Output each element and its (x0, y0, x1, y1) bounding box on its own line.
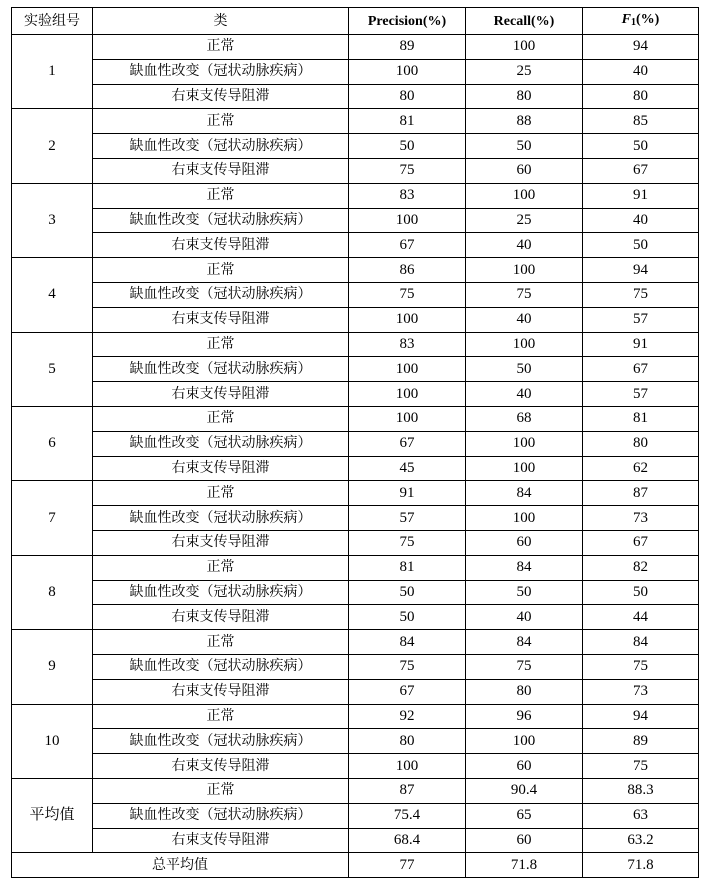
recall-cell: 96 (466, 704, 583, 729)
recall-cell: 100 (466, 729, 583, 754)
recall-cell: 84 (466, 630, 583, 655)
table-row (12, 307, 699, 332)
f1-cell: 50 (583, 580, 699, 605)
precision-cell: 100 (349, 307, 466, 332)
recall-cell: 100 (466, 506, 583, 531)
class-cell: 缺血性改变（冠状动脉疾病） (93, 729, 349, 754)
recall-cell: 100 (466, 332, 583, 357)
recall-cell: 84 (466, 555, 583, 580)
total-label: 总平均值 (12, 853, 349, 878)
table-row (12, 431, 699, 456)
f1-cell: 50 (583, 134, 699, 159)
header-recall: Recall(%) (466, 8, 583, 35)
table-row (12, 357, 699, 382)
recall-cell: 68 (466, 406, 583, 431)
table-row (12, 605, 699, 630)
f1-cell: 75 (583, 654, 699, 679)
table-row (12, 382, 699, 407)
recall-cell: 50 (466, 580, 583, 605)
header-row (12, 8, 699, 35)
total-f1: 71.8 (583, 853, 699, 878)
group-label: 平均值 (12, 778, 93, 852)
results-table (11, 7, 699, 878)
table-row (12, 332, 699, 357)
f1-cell: 75 (583, 282, 699, 307)
table-row (12, 580, 699, 605)
recall-cell: 100 (466, 183, 583, 208)
class-cell: 正常 (93, 183, 349, 208)
table-row (12, 828, 699, 853)
precision-cell: 100 (349, 208, 466, 233)
class-cell: 右束支传导阻滞 (93, 679, 349, 704)
table-row (12, 778, 699, 803)
precision-cell: 45 (349, 456, 466, 481)
class-cell: 缺血性改变（冠状动脉疾病） (93, 580, 349, 605)
recall-cell: 40 (466, 605, 583, 630)
precision-cell: 80 (349, 84, 466, 109)
class-cell: 缺血性改变（冠状动脉疾病） (93, 59, 349, 84)
recall-cell: 50 (466, 357, 583, 382)
precision-cell: 86 (349, 258, 466, 283)
precision-cell: 91 (349, 481, 466, 506)
class-cell: 右束支传导阻滞 (93, 605, 349, 630)
precision-cell: 87 (349, 778, 466, 803)
group-label: 10 (12, 704, 93, 778)
recall-cell: 40 (466, 307, 583, 332)
recall-cell: 80 (466, 679, 583, 704)
table-row (12, 109, 699, 134)
precision-cell: 92 (349, 704, 466, 729)
class-cell: 右束支传导阻滞 (93, 307, 349, 332)
class-cell: 正常 (93, 481, 349, 506)
class-cell: 正常 (93, 778, 349, 803)
group-label: 2 (12, 109, 93, 183)
table-row (12, 679, 699, 704)
recall-cell: 75 (466, 282, 583, 307)
recall-cell: 100 (466, 431, 583, 456)
recall-cell: 100 (466, 258, 583, 283)
f1-cell: 73 (583, 679, 699, 704)
recall-cell: 84 (466, 481, 583, 506)
f1-cell: 87 (583, 481, 699, 506)
precision-cell: 100 (349, 406, 466, 431)
class-cell: 右束支传导阻滞 (93, 158, 349, 183)
table-row (12, 754, 699, 779)
precision-cell: 67 (349, 431, 466, 456)
f1-cell: 63 (583, 803, 699, 828)
f1-cell: 80 (583, 84, 699, 109)
class-cell: 正常 (93, 109, 349, 134)
table-row (12, 35, 699, 60)
f1-cell: 63.2 (583, 828, 699, 853)
recall-cell: 75 (466, 654, 583, 679)
class-cell: 正常 (93, 555, 349, 580)
recall-cell: 80 (466, 84, 583, 109)
f1-cell: 44 (583, 605, 699, 630)
class-cell: 右束支传导阻滞 (93, 754, 349, 779)
f1-cell: 67 (583, 530, 699, 555)
table-row (12, 406, 699, 431)
class-cell: 缺血性改变（冠状动脉疾病） (93, 506, 349, 531)
precision-cell: 67 (349, 679, 466, 704)
f1-cell: 81 (583, 406, 699, 431)
table-row (12, 183, 699, 208)
recall-cell: 65 (466, 803, 583, 828)
table-row (12, 59, 699, 84)
f1-cell: 91 (583, 183, 699, 208)
precision-cell: 83 (349, 183, 466, 208)
class-cell: 缺血性改变（冠状动脉疾病） (93, 803, 349, 828)
f1-cell: 94 (583, 35, 699, 60)
table-row (12, 208, 699, 233)
class-cell: 缺血性改变（冠状动脉疾病） (93, 282, 349, 307)
precision-cell: 50 (349, 605, 466, 630)
recall-cell: 50 (466, 134, 583, 159)
recall-cell: 40 (466, 233, 583, 258)
class-cell: 右束支传导阻滞 (93, 382, 349, 407)
header-f1 (583, 8, 699, 35)
precision-cell: 81 (349, 555, 466, 580)
f1-cell: 80 (583, 431, 699, 456)
recall-cell: 25 (466, 59, 583, 84)
table-row (12, 654, 699, 679)
table-row (12, 158, 699, 183)
class-cell: 缺血性改变（冠状动脉疾病） (93, 654, 349, 679)
header-group: 实验组号 (12, 8, 93, 35)
precision-cell: 89 (349, 35, 466, 60)
header-class: 类 (93, 8, 349, 35)
precision-cell: 80 (349, 729, 466, 754)
class-cell: 正常 (93, 406, 349, 431)
total-row (12, 853, 699, 878)
table-row (12, 729, 699, 754)
recall-cell: 100 (466, 456, 583, 481)
class-cell: 右束支传导阻滞 (93, 530, 349, 555)
f1-cell: 89 (583, 729, 699, 754)
recall-cell: 25 (466, 208, 583, 233)
group-label: 8 (12, 555, 93, 629)
class-cell: 缺血性改变（冠状动脉疾病） (93, 208, 349, 233)
table-row (12, 456, 699, 481)
recall-cell: 60 (466, 754, 583, 779)
table-row (12, 134, 699, 159)
precision-cell: 81 (349, 109, 466, 134)
class-cell: 正常 (93, 332, 349, 357)
precision-cell: 57 (349, 506, 466, 531)
class-cell: 正常 (93, 35, 349, 60)
precision-cell: 84 (349, 630, 466, 655)
group-label: 4 (12, 258, 93, 332)
precision-cell: 75 (349, 654, 466, 679)
f1-cell: 67 (583, 357, 699, 382)
class-cell: 缺血性改变（冠状动脉疾病） (93, 357, 349, 382)
f1-cell: 62 (583, 456, 699, 481)
recall-cell: 88 (466, 109, 583, 134)
f1-cell: 84 (583, 630, 699, 655)
table-row (12, 84, 699, 109)
precision-cell: 100 (349, 754, 466, 779)
class-cell: 正常 (93, 258, 349, 283)
table-row (12, 704, 699, 729)
class-cell: 右束支传导阻滞 (93, 84, 349, 109)
f1-cell: 85 (583, 109, 699, 134)
precision-cell: 75.4 (349, 803, 466, 828)
recall-cell: 60 (466, 828, 583, 853)
table-row (12, 233, 699, 258)
header-precision: Precision(%) (349, 8, 466, 35)
table-row (12, 258, 699, 283)
class-cell: 右束支传导阻滞 (93, 828, 349, 853)
recall-cell: 60 (466, 158, 583, 183)
group-label: 1 (12, 35, 93, 109)
precision-cell: 50 (349, 580, 466, 605)
class-cell: 正常 (93, 704, 349, 729)
group-label: 9 (12, 630, 93, 704)
class-cell: 缺血性改变（冠状动脉疾病） (93, 134, 349, 159)
f1-cell: 91 (583, 332, 699, 357)
precision-cell: 100 (349, 382, 466, 407)
precision-cell: 100 (349, 59, 466, 84)
table-row (12, 481, 699, 506)
table-row (12, 506, 699, 531)
recall-cell: 60 (466, 530, 583, 555)
f1-cell: 57 (583, 382, 699, 407)
precision-cell: 75 (349, 158, 466, 183)
group-label: 5 (12, 332, 93, 406)
precision-cell: 50 (349, 134, 466, 159)
header-f1-letter: F (621, 12, 631, 27)
class-cell: 缺血性改变（冠状动脉疾病） (93, 431, 349, 456)
total-precision: 77 (349, 853, 466, 878)
class-cell: 右束支传导阻滞 (93, 233, 349, 258)
group-label: 3 (12, 183, 93, 257)
table-row (12, 630, 699, 655)
recall-cell: 100 (466, 35, 583, 60)
f1-cell: 73 (583, 506, 699, 531)
f1-cell: 40 (583, 208, 699, 233)
class-cell: 正常 (93, 630, 349, 655)
f1-cell: 67 (583, 158, 699, 183)
f1-cell: 57 (583, 307, 699, 332)
table-body (12, 35, 699, 878)
recall-cell: 90.4 (466, 778, 583, 803)
f1-cell: 50 (583, 233, 699, 258)
precision-cell: 83 (349, 332, 466, 357)
table-row (12, 803, 699, 828)
f1-cell: 82 (583, 555, 699, 580)
f1-cell: 88.3 (583, 778, 699, 803)
recall-cell: 40 (466, 382, 583, 407)
precision-cell: 68.4 (349, 828, 466, 853)
class-cell: 右束支传导阻滞 (93, 456, 349, 481)
group-label: 7 (12, 481, 93, 555)
f1-cell: 94 (583, 258, 699, 283)
table-row (12, 555, 699, 580)
f1-cell: 94 (583, 704, 699, 729)
precision-cell: 75 (349, 530, 466, 555)
table-row (12, 282, 699, 307)
precision-cell: 100 (349, 357, 466, 382)
f1-cell: 75 (583, 754, 699, 779)
table-row (12, 530, 699, 555)
precision-cell: 75 (349, 282, 466, 307)
precision-cell: 67 (349, 233, 466, 258)
group-label: 6 (12, 406, 93, 480)
header-f1-suffix: (%) (636, 12, 660, 27)
header-f1-sub: 1 (631, 17, 636, 28)
total-recall: 71.8 (466, 853, 583, 878)
f1-cell: 40 (583, 59, 699, 84)
